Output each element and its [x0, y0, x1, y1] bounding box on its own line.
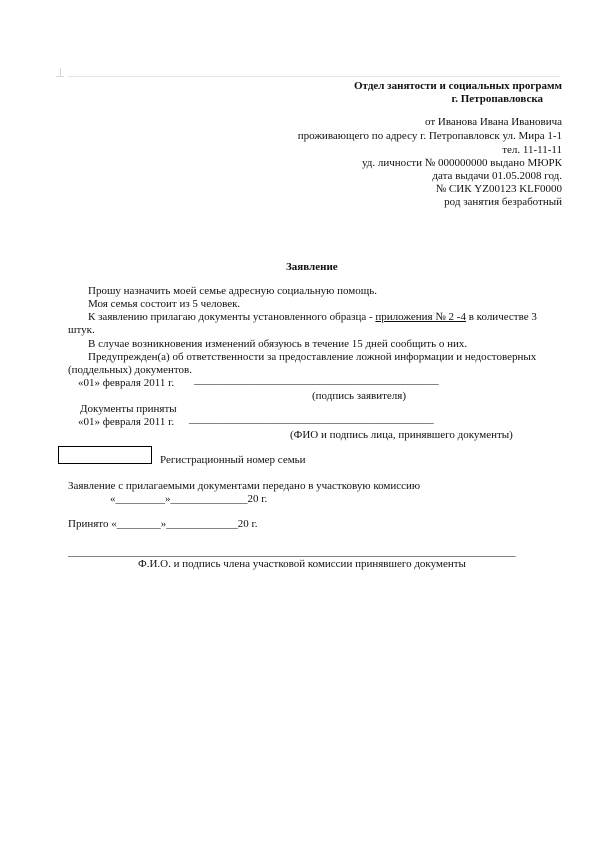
paragraph-attachments-cont: штук.: [68, 324, 95, 336]
applicant-address: проживающего по адресу г. Петропавловск ул. Мира 1-1: [297, 130, 562, 142]
accepted-date: «01» февраля 2011 г.: [78, 416, 175, 428]
applicant-from: от Иванова Ивана Ивановича: [424, 116, 562, 128]
footer-caption: Ф.И.О. и подпись члена участковой комиссии принявшего документы: [138, 558, 466, 570]
applicant-id-card: уд. личности № 000000000 выдано МЮРК: [361, 157, 562, 169]
received-text: Принято «________»_____________20 г.: [68, 518, 258, 530]
attachments-link[interactable]: приложения № 2 -4: [375, 311, 466, 323]
signature-line: _______________________________________________: [194, 374, 439, 386]
applicant-sik: № СИК YZ00123 KLF0000: [435, 183, 562, 195]
accepted-caption: (ФИО и подпись лица, принявшего документы): [290, 429, 513, 441]
accepted-signature-line: _______________________________________________: [189, 413, 434, 425]
paragraph-attachments: [88, 311, 537, 324]
org-line-1: Отдел занятости и социальных программ: [354, 80, 562, 92]
page-top-border: [68, 76, 560, 77]
documents-accepted-label: Документы приняты: [80, 403, 177, 415]
id-issue-date: дата выдачи 01.05.2008 год.: [432, 170, 562, 182]
paragraph-warning: Предупрежден(а) об ответственности за предоставление ложной информации и недостоверных: [88, 351, 537, 363]
applicant-occupation: род занятия безработный: [444, 196, 562, 208]
signature-caption: (подпись заявителя): [312, 390, 407, 402]
registration-number-box[interactable]: [58, 446, 152, 464]
transfer-text: Заявление с прилагаемыми документами передано в участковую комиссию: [68, 480, 421, 492]
paragraph-family-size: Моя семья состоит из 5 человек.: [88, 298, 241, 310]
attachments-count: в количестве 3: [465, 311, 537, 323]
footer-signature-line: ______________________________________________________________________________________: [68, 546, 516, 558]
transfer-date: «_________»______________20 г.: [110, 493, 268, 505]
applicant-phone: тел. 11-11-11: [502, 144, 562, 156]
document-title: Заявление: [286, 261, 338, 273]
registration-number-label: Регистрационный номер семьи: [160, 454, 306, 466]
paragraph-request: Прошу назначить моей семье адресную социальную помощь.: [88, 285, 377, 297]
crop-mark: [56, 76, 64, 77]
attachments-text: К заявлению прилагаю документы установленного образца -: [88, 311, 376, 323]
crop-mark: [60, 68, 61, 76]
org-line-2: г. Петропавловска: [451, 93, 543, 105]
paragraph-warning-cont: (поддельных) документов.: [68, 364, 192, 376]
signature-date: «01» февраля 2011 г.: [78, 377, 175, 389]
paragraph-obligation: В случае возникновения изменений обязуюсь в течение 15 дней сообщить о них.: [88, 338, 468, 350]
